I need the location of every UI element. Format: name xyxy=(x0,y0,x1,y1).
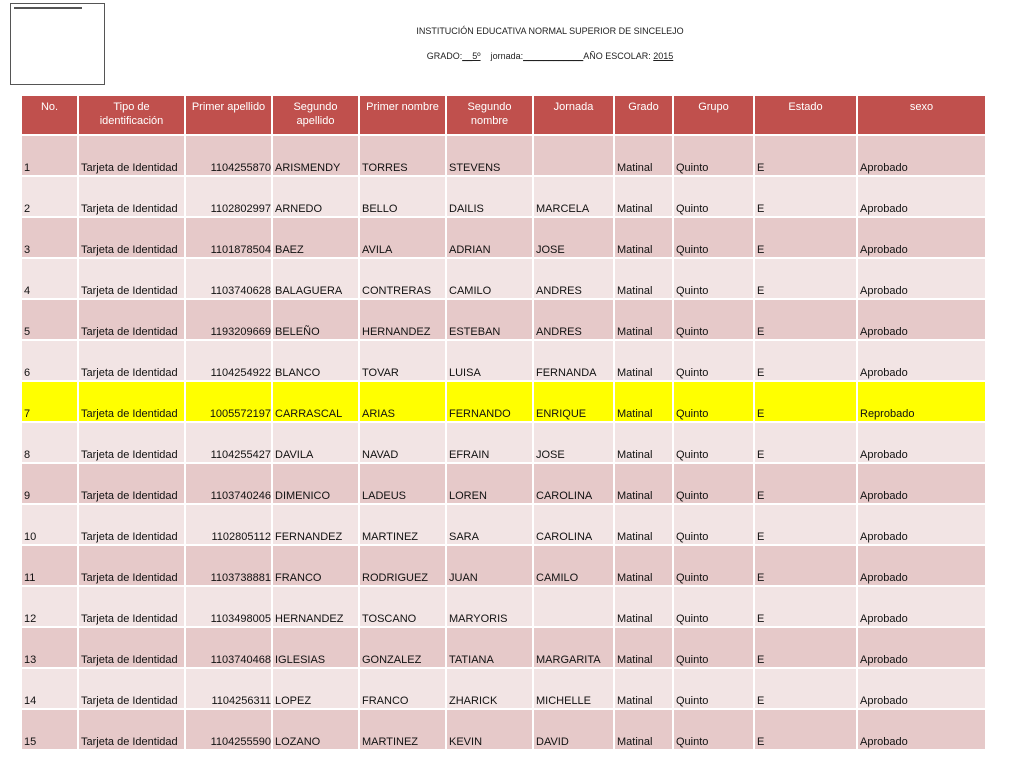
cell-segundo-apellido: NAVAD xyxy=(360,423,445,462)
institution-title: INSTITUCIÓN EDUCATIVA NORMAL SUPERIOR DE SINCELEJO xyxy=(416,26,684,36)
cell-id-number: 1104255427 xyxy=(186,423,271,462)
cell-id-number: 1193209669 xyxy=(186,300,271,339)
cell-primer-apellido: ARISMENDY xyxy=(273,136,358,175)
cell-primer-nombre: ZHARICK xyxy=(447,669,532,708)
cell-estado: Aprobado xyxy=(858,464,985,503)
cell-primer-apellido: FERNANDEZ xyxy=(273,505,358,544)
cell-jornada: Matinal xyxy=(615,464,672,503)
cell-id-number: 1104255870 xyxy=(186,136,271,175)
cell-no: 8 xyxy=(22,423,77,462)
table-row xyxy=(22,300,985,339)
cell-grupo: E xyxy=(755,587,856,626)
cell-grado: Quinto xyxy=(674,382,753,421)
cell-segundo-apellido: CONTRERAS xyxy=(360,259,445,298)
cell-segundo-apellido: TOSCANO xyxy=(360,587,445,626)
cell-grado: Quinto xyxy=(674,259,753,298)
cell-jornada: Matinal xyxy=(615,177,672,216)
student-roster-table xyxy=(20,94,987,751)
cell-segundo-apellido: RODRIGUEZ xyxy=(360,546,445,585)
cell-estado: Aprobado xyxy=(858,177,985,216)
cell-no: 12 xyxy=(22,587,77,626)
cell-grupo: E xyxy=(755,546,856,585)
cell-primer-nombre: SARA xyxy=(447,505,532,544)
cell-grado: Quinto xyxy=(674,341,753,380)
cell-no: 5 xyxy=(22,300,77,339)
cell-id-number: 1103740468 xyxy=(186,628,271,667)
cell-no: 3 xyxy=(22,218,77,257)
cell-grupo: E xyxy=(755,505,856,544)
cell-jornada: Matinal xyxy=(615,546,672,585)
cell-grado: Quinto xyxy=(674,464,753,503)
cell-no: 6 xyxy=(22,341,77,380)
cell-primer-apellido: FRANCO xyxy=(273,546,358,585)
cell-grado: Quinto xyxy=(674,218,753,257)
cell-jornada: Matinal xyxy=(615,218,672,257)
cell-grupo: E xyxy=(755,341,856,380)
cell-grado: Quinto xyxy=(674,136,753,175)
cell-id-number: 1103740628 xyxy=(186,259,271,298)
grade-info-line xyxy=(340,51,760,61)
cell-tipo-identificacion: Tarjeta de Identidad xyxy=(79,382,184,421)
cell-no: 15 xyxy=(22,710,77,749)
cell-tipo-identificacion: Tarjeta de Identidad xyxy=(79,300,184,339)
cell-tipo-identificacion: Tarjeta de Identidad xyxy=(79,423,184,462)
cell-segundo-nombre: CAROLINA xyxy=(534,464,613,503)
cell-jornada: Matinal xyxy=(615,259,672,298)
cell-segundo-apellido: HERNANDEZ xyxy=(360,300,445,339)
cell-segundo-apellido: TOVAR xyxy=(360,341,445,380)
cell-primer-apellido: BALAGUERA xyxy=(273,259,358,298)
cell-primer-apellido: ARNEDO xyxy=(273,177,358,216)
cell-jornada: Matinal xyxy=(615,628,672,667)
col-header-tipo: Tipo de identificación xyxy=(79,96,184,134)
table-row xyxy=(22,177,985,216)
cell-grado: Quinto xyxy=(674,177,753,216)
cell-primer-apellido: LOZANO xyxy=(273,710,358,749)
cell-id-number: 1005572197 xyxy=(186,382,271,421)
cell-tipo-identificacion: Tarjeta de Identidad xyxy=(79,710,184,749)
cell-estado: Aprobado xyxy=(858,136,985,175)
table-row xyxy=(22,423,985,462)
table-row xyxy=(22,136,985,175)
cell-segundo-nombre: JOSE xyxy=(534,423,613,462)
cell-no: 10 xyxy=(22,505,77,544)
cell-estado: Aprobado xyxy=(858,341,985,380)
cell-segundo-nombre: DAVID xyxy=(534,710,613,749)
cell-grupo: E xyxy=(755,300,856,339)
cell-primer-apellido: DIMENICO xyxy=(273,464,358,503)
cell-id-number: 1102802997 xyxy=(186,177,271,216)
cell-id-number: 1104255590 xyxy=(186,710,271,749)
cell-estado: Aprobado xyxy=(858,259,985,298)
cell-segundo-apellido: TORRES xyxy=(360,136,445,175)
school-logo-box xyxy=(10,3,105,85)
cell-segundo-nombre: ANDRES xyxy=(534,300,613,339)
cell-grupo: E xyxy=(755,218,856,257)
col-header-segundo-nombre: Segundo nombre xyxy=(447,96,532,134)
table-header-row xyxy=(22,96,985,134)
col-header-segundo-apellido: Segundo apellido xyxy=(273,96,358,134)
cell-jornada: Matinal xyxy=(615,669,672,708)
cell-id-number: 1104256311 xyxy=(186,669,271,708)
anio-label: AÑO ESCOLAR: xyxy=(583,51,651,61)
cell-id-number: 1104254922 xyxy=(186,341,271,380)
jornada-value: ____________ xyxy=(523,51,584,61)
cell-tipo-identificacion: Tarjeta de Identidad xyxy=(79,546,184,585)
cell-estado: Aprobado xyxy=(858,505,985,544)
cell-segundo-nombre: ANDRES xyxy=(534,259,613,298)
cell-estado: Reprobado xyxy=(858,382,985,421)
cell-grado: Quinto xyxy=(674,628,753,667)
cell-tipo-identificacion: Tarjeta de Identidad xyxy=(79,259,184,298)
col-header-grupo: Grupo xyxy=(674,96,753,134)
cell-segundo-apellido: MARTINEZ xyxy=(360,505,445,544)
cell-no: 13 xyxy=(22,628,77,667)
cell-primer-nombre: CAMILO xyxy=(447,259,532,298)
cell-primer-nombre: ESTEBAN xyxy=(447,300,532,339)
cell-grado: Quinto xyxy=(674,587,753,626)
cell-grupo: E xyxy=(755,136,856,175)
table-row xyxy=(22,505,985,544)
cell-primer-nombre: DAILIS xyxy=(447,177,532,216)
cell-grupo: E xyxy=(755,177,856,216)
table-row xyxy=(22,382,985,421)
cell-segundo-apellido: BELLO xyxy=(360,177,445,216)
cell-jornada: Matinal xyxy=(615,710,672,749)
cell-grado: Quinto xyxy=(674,300,753,339)
cell-tipo-identificacion: Tarjeta de Identidad xyxy=(79,669,184,708)
jornada-label: jornada: xyxy=(490,51,524,61)
cell-grupo: E xyxy=(755,710,856,749)
col-header-primer-apellido: Primer apellido xyxy=(186,96,271,134)
cell-segundo-nombre: MARCELA xyxy=(534,177,613,216)
cell-id-number: 1103498005 xyxy=(186,587,271,626)
cell-estado: Aprobado xyxy=(858,628,985,667)
cell-grupo: E xyxy=(755,259,856,298)
cell-primer-apellido: BAEZ xyxy=(273,218,358,257)
cell-no: 9 xyxy=(22,464,77,503)
cell-primer-nombre: ADRIAN xyxy=(447,218,532,257)
cell-primer-apellido: CARRASCAL xyxy=(273,382,358,421)
cell-no: 11 xyxy=(22,546,77,585)
cell-jornada: Matinal xyxy=(615,505,672,544)
cell-no: 4 xyxy=(22,259,77,298)
cell-segundo-apellido: ARIAS xyxy=(360,382,445,421)
cell-estado: Aprobado xyxy=(858,669,985,708)
cell-primer-nombre: LUISA xyxy=(447,341,532,380)
cell-id-number: 1103740246 xyxy=(186,464,271,503)
cell-no: 2 xyxy=(22,177,77,216)
cell-tipo-identificacion: Tarjeta de Identidad xyxy=(79,218,184,257)
cell-primer-apellido: IGLESIAS xyxy=(273,628,358,667)
cell-no: 7 xyxy=(22,382,77,421)
cell-tipo-identificacion: Tarjeta de Identidad xyxy=(79,628,184,667)
cell-estado: Aprobado xyxy=(858,546,985,585)
cell-segundo-apellido: AVILA xyxy=(360,218,445,257)
table-row xyxy=(22,218,985,257)
cell-grado: Quinto xyxy=(674,710,753,749)
cell-estado: Aprobado xyxy=(858,423,985,462)
cell-primer-nombre: FERNANDO xyxy=(447,382,532,421)
table-row xyxy=(22,546,985,585)
cell-tipo-identificacion: Tarjeta de Identidad xyxy=(79,177,184,216)
table-row xyxy=(22,259,985,298)
cell-tipo-identificacion: Tarjeta de Identidad xyxy=(79,464,184,503)
cell-estado: Aprobado xyxy=(858,300,985,339)
cell-id-number: 1101878504 xyxy=(186,218,271,257)
cell-primer-nombre: STEVENS xyxy=(447,136,532,175)
cell-grupo: E xyxy=(755,464,856,503)
cell-jornada: Matinal xyxy=(615,300,672,339)
col-header-estado: Estado xyxy=(755,96,856,134)
cell-segundo-apellido: FRANCO xyxy=(360,669,445,708)
col-header-grado: Grado xyxy=(615,96,672,134)
cell-id-number: 1102805112 xyxy=(186,505,271,544)
cell-segundo-nombre: CAMILO xyxy=(534,546,613,585)
cell-jornada: Matinal xyxy=(615,382,672,421)
cell-jornada: Matinal xyxy=(615,587,672,626)
col-header-no: No. xyxy=(22,96,77,134)
cell-primer-apellido: DAVILA xyxy=(273,423,358,462)
cell-id-number: 1103738881 xyxy=(186,546,271,585)
cell-grado: Quinto xyxy=(674,546,753,585)
cell-jornada: Matinal xyxy=(615,136,672,175)
cell-no: 1 xyxy=(22,136,77,175)
cell-primer-nombre: LOREN xyxy=(447,464,532,503)
cell-tipo-identificacion: Tarjeta de Identidad xyxy=(79,587,184,626)
cell-segundo-apellido: GONZALEZ xyxy=(360,628,445,667)
cell-segundo-nombre xyxy=(534,587,613,626)
table-row xyxy=(22,710,985,749)
cell-segundo-nombre: FERNANDA xyxy=(534,341,613,380)
col-header-sexo: sexo xyxy=(858,96,985,134)
cell-segundo-nombre: JOSE xyxy=(534,218,613,257)
cell-tipo-identificacion: Tarjeta de Identidad xyxy=(79,341,184,380)
cell-grupo: E xyxy=(755,382,856,421)
cell-grupo: E xyxy=(755,669,856,708)
cell-jornada: Matinal xyxy=(615,423,672,462)
cell-segundo-nombre xyxy=(534,136,613,175)
grado-value: __5º xyxy=(462,51,481,61)
table-row xyxy=(22,587,985,626)
cell-primer-nombre: EFRAIN xyxy=(447,423,532,462)
cell-primer-apellido: LOPEZ xyxy=(273,669,358,708)
grado-label: GRADO: xyxy=(426,51,463,61)
table-row xyxy=(22,341,985,380)
logo-fine-print xyxy=(14,7,82,9)
table-row xyxy=(22,464,985,503)
cell-segundo-apellido: MARTINEZ xyxy=(360,710,445,749)
cell-grado: Quinto xyxy=(674,669,753,708)
cell-primer-apellido: BLANCO xyxy=(273,341,358,380)
cell-grupo: E xyxy=(755,628,856,667)
table-row xyxy=(22,628,985,667)
cell-segundo-nombre: CAROLINA xyxy=(534,505,613,544)
col-header-primer-nombre: Primer nombre xyxy=(360,96,445,134)
cell-primer-nombre: MARYORIS xyxy=(447,587,532,626)
table-row xyxy=(22,669,985,708)
cell-jornada: Matinal xyxy=(615,341,672,380)
cell-primer-apellido: HERNANDEZ xyxy=(273,587,358,626)
cell-no: 14 xyxy=(22,669,77,708)
cell-segundo-nombre: MICHELLE xyxy=(534,669,613,708)
cell-estado: Aprobado xyxy=(858,587,985,626)
cell-tipo-identificacion: Tarjeta de Identidad xyxy=(79,505,184,544)
cell-segundo-nombre: MARGARITA xyxy=(534,628,613,667)
cell-tipo-identificacion: Tarjeta de Identidad xyxy=(79,136,184,175)
cell-primer-nombre: JUAN xyxy=(447,546,532,585)
anio-value: 2015 xyxy=(653,51,674,61)
table-body xyxy=(22,136,985,749)
cell-primer-apellido: BELEÑO xyxy=(273,300,358,339)
col-header-jornada: Jornada xyxy=(534,96,613,134)
cell-grado: Quinto xyxy=(674,505,753,544)
cell-primer-nombre: KEVIN xyxy=(447,710,532,749)
cell-primer-nombre: TATIANA xyxy=(447,628,532,667)
cell-segundo-nombre: ENRIQUE xyxy=(534,382,613,421)
cell-estado: Aprobado xyxy=(858,218,985,257)
cell-segundo-apellido: LADEUS xyxy=(360,464,445,503)
cell-grado: Quinto xyxy=(674,423,753,462)
cell-grupo: E xyxy=(755,423,856,462)
cell-estado: Aprobado xyxy=(858,710,985,749)
